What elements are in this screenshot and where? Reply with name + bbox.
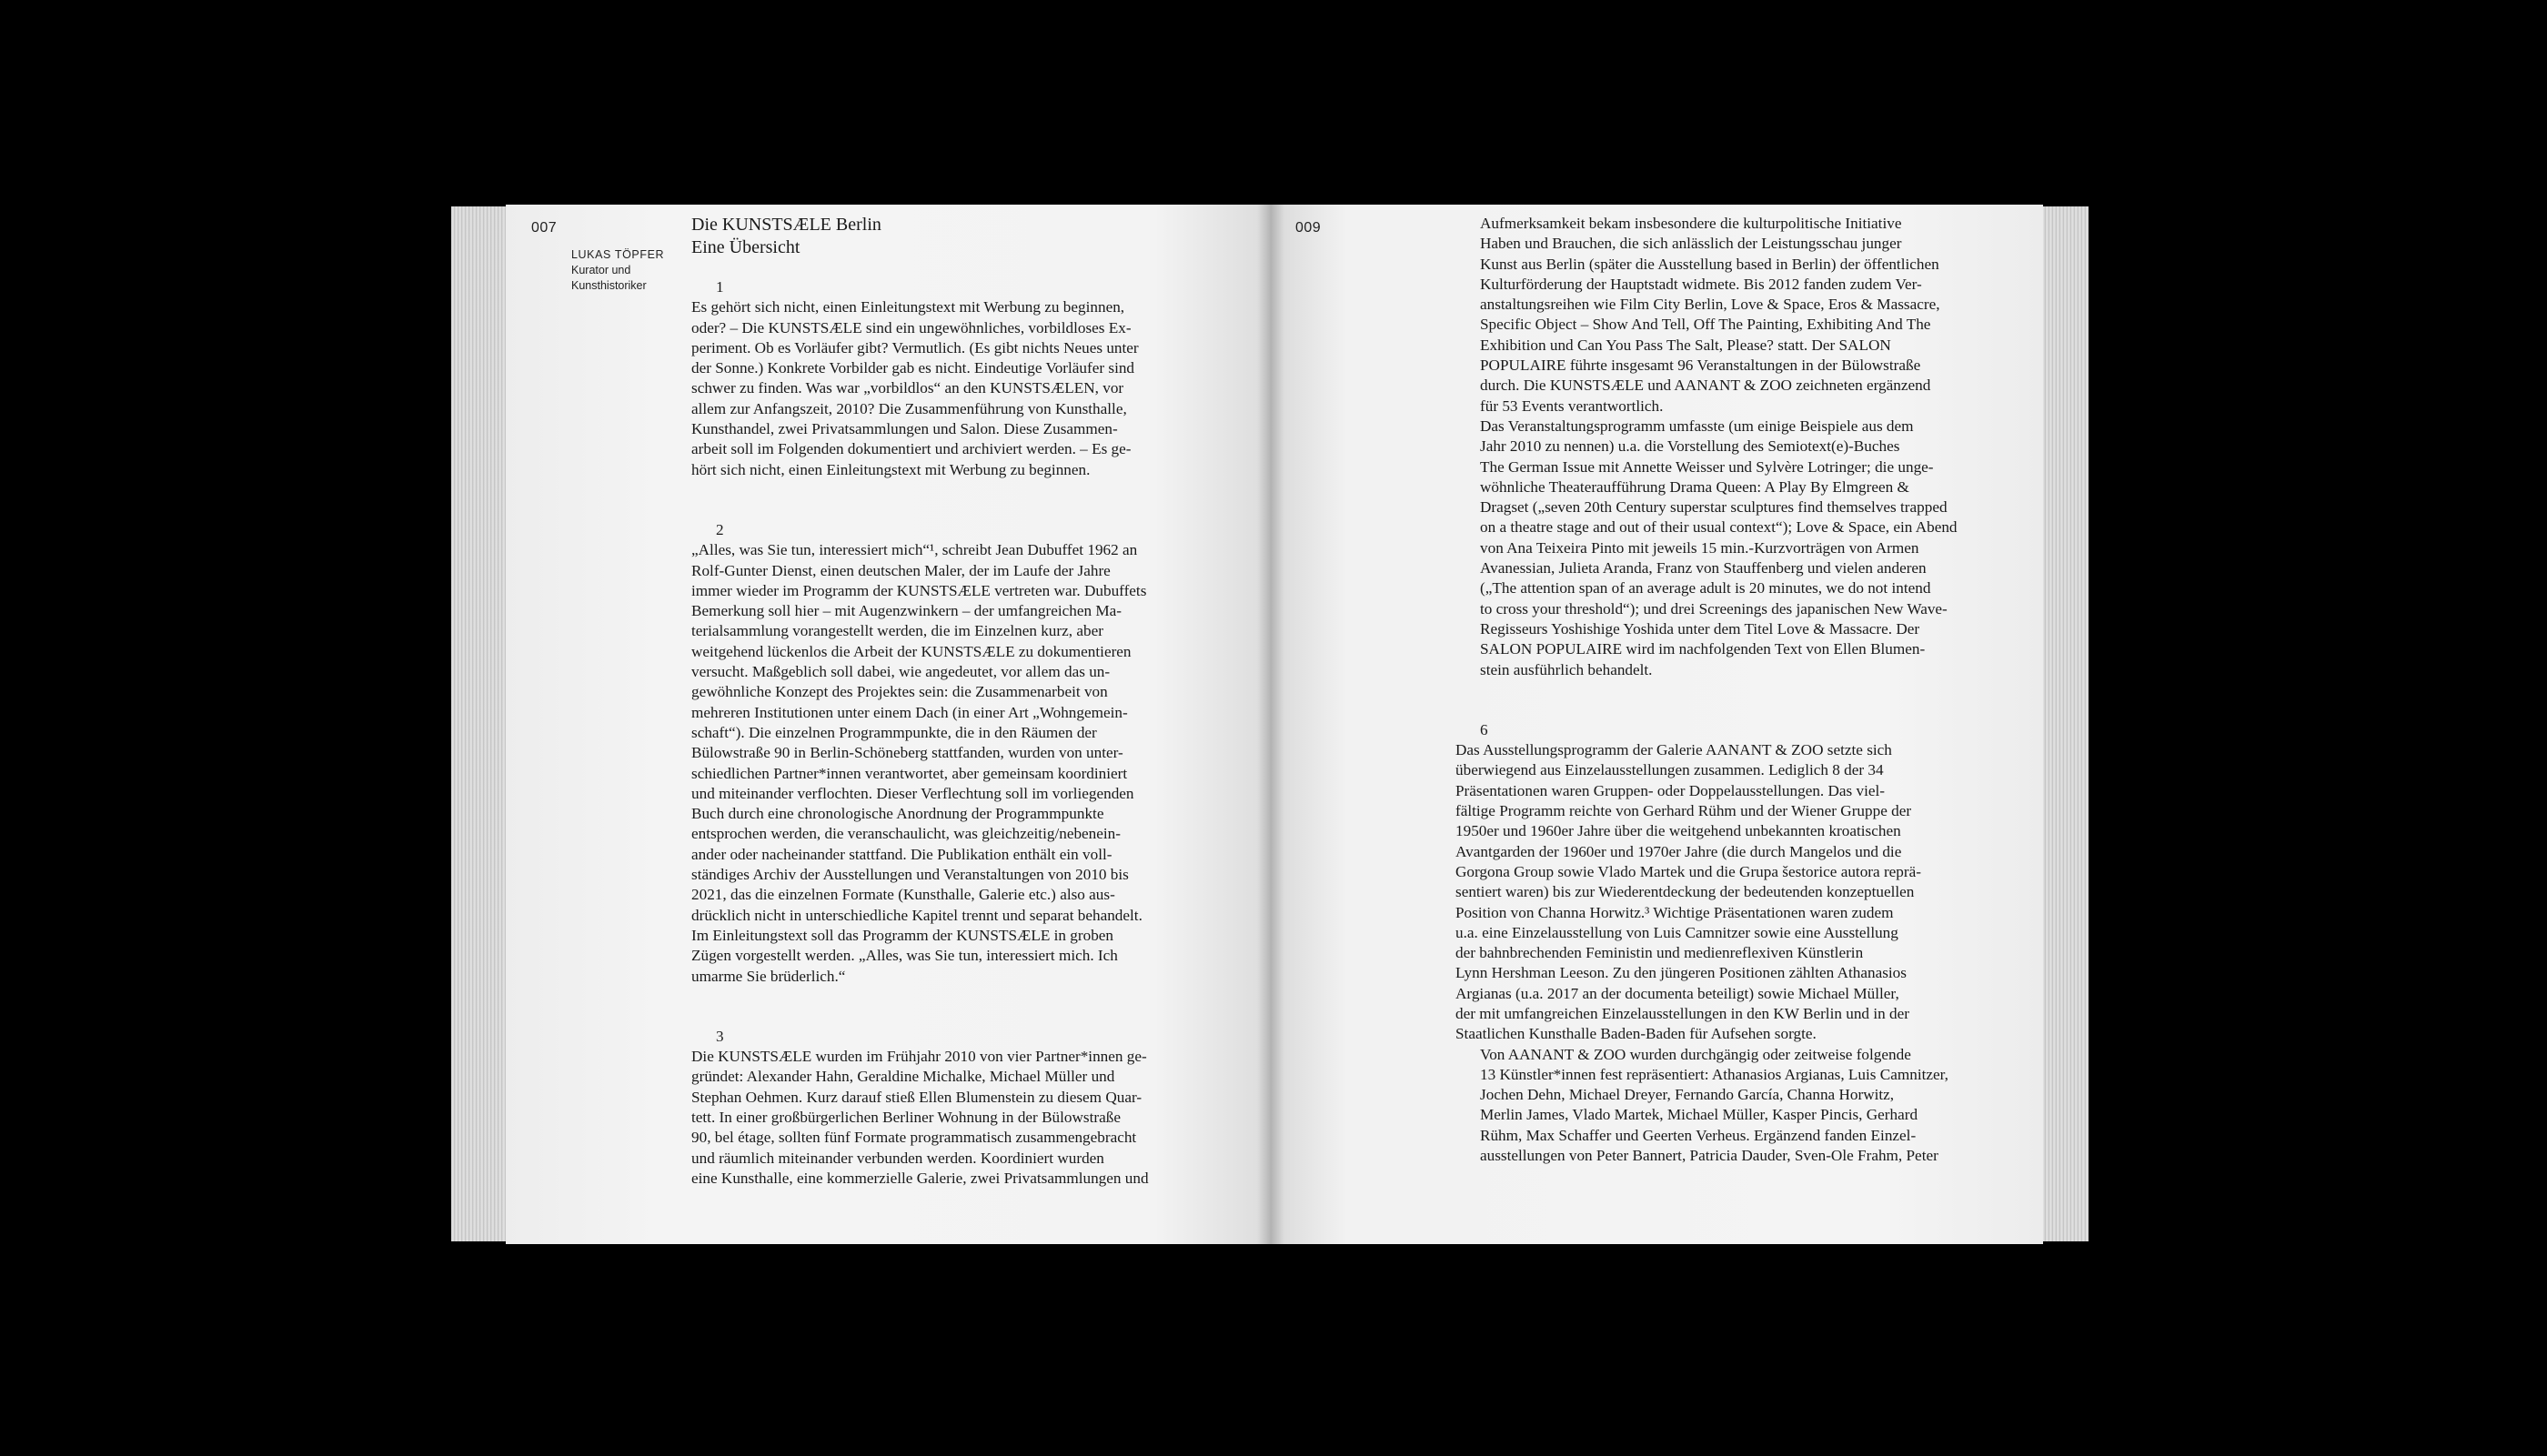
section-1 — [691, 277, 1243, 480]
text-line: Lynn Hershman Leeson. Zu den jüngeren Positionen zählten Athanasios — [1455, 964, 1907, 982]
text-line: wöhnliche Theateraufführung Drama Queen: A Play By Elmgreen & — [1480, 477, 1909, 496]
section-paragraph — [691, 297, 1243, 480]
author-name: LUKAS TÖPFER — [571, 248, 665, 261]
text-line: für 53 Events verantwortlich. — [1480, 397, 1664, 415]
text-line: ständiges Archiv der Ausstellungen und Veranstaltungen von 2010 bis — [691, 866, 1129, 884]
text-line: Buch durch eine chronologische Anordnung der Programmpunkte — [691, 805, 1104, 823]
text-line: hört sich nicht, einen Einleitungstext mit Werbung zu beginnen. — [691, 460, 1091, 478]
text-line: „Alles, was Sie tun, interessiert mich“¹, schreibt Jean Dubuffet 1962 an — [691, 541, 1138, 559]
text-line: 13 Künstler*innen fest repräsentiert: Athanasios Argianas, Luis Camnitzer, — [1480, 1065, 1948, 1083]
text-line: gründet: Alexander Hahn, Geraldine Michalke, Michael Müller und — [691, 1068, 1115, 1086]
left-sections — [691, 277, 1243, 1189]
text-line: terialsammlung vorangestellt werden, die im Einzelnen kurz, aber — [691, 622, 1103, 640]
text-line: Stephan Oehmen. Kurz darauf stieß Ellen Blumenstein zu diesem Quar- — [691, 1088, 1143, 1106]
text-line: to cross your threshold“); und drei Screenings des japanischen New Wave- — [1480, 599, 1948, 618]
text-line: drücklich nicht in unterschiedliche Kapitel trennt und separat behandelt. — [691, 906, 1143, 924]
text-line: 2021, das die einzelnen Formate (Kunsthalle, Galerie etc.) also aus- — [691, 886, 1115, 904]
text-line: weitgehend lückenlos die Arbeit der KUNSTSÆLE zu dokumentieren — [691, 642, 1132, 660]
author-credit — [571, 247, 699, 294]
text-line: von Ana Teixeira Pinto mit jeweils 15 min.-Kurzvorträgen von Armen — [1480, 538, 1919, 557]
text-line: („The attention span of an average adult is 20 minutes, we do not intend — [1480, 579, 1931, 597]
chapter-title-line2: Eine Übersicht — [691, 237, 800, 257]
text-line: ander oder nacheinander stattfand. Die Publikation enthält ein voll- — [691, 845, 1112, 863]
section-number-6: 6 — [1480, 720, 1488, 738]
text-line: arbeit soll im Folgenden dokumentiert und archiviert werden. – Es ge- — [691, 440, 1132, 458]
text-line: Bülowstraße 90 in Berlin-Schöneberg stattfanden, wurden von unter- — [691, 744, 1123, 762]
text-line: 1950er und 1960er Jahre über die weitgehend unbekannten kroatischen — [1455, 822, 1901, 840]
text-line: on a theatre stage and out of their usual context“); Love & Space, ein Abend — [1480, 518, 1958, 537]
text-line: und miteinander verflochten. Dieser Verflechtung soll im vorliegenden — [691, 784, 1134, 802]
text-line: SALON POPULAIRE wird im nachfolgenden Text von Ellen Blumen- — [1480, 640, 1926, 658]
text-line: Jochen Dehn, Michael Dreyer, Fernando García, Channa Horwitz, — [1480, 1086, 1895, 1104]
paragraph-artists — [1455, 1045, 2007, 1167]
text-line: Haben und Brauchen, die sich anlässlich der Leistungsschau junger — [1480, 235, 1902, 253]
text-line: 90, bel étage, sollten fünf Formate programmatisch zusammengebracht — [691, 1129, 1137, 1147]
text-line: durch. Die KUNSTSÆLE und AANANT & ZOO zeichneten ergänzend — [1480, 377, 1931, 395]
text-line: fältige Programm reichte von Gerhard Rühm und der Wiener Gruppe der — [1455, 802, 1912, 820]
text-line: immer wieder im Programm der KUNSTSÆLE vertreten war. Dubuffets — [691, 581, 1147, 599]
section-number: 1 — [716, 278, 724, 296]
text-line: Von AANANT & ZOO wurden durchgängig oder zeitweise folgende — [1480, 1045, 1911, 1063]
text-line: Bemerkung soll hier – mit Augenzwinkern – der umfangreichen Ma- — [691, 602, 1122, 620]
text-line: periment. Ob es Vorläufer gibt? Vermutlich. (Es gibt nichts Neues unter — [691, 338, 1139, 356]
text-line: ausstellungen von Peter Bannert, Patricia Dauder, Sven-Ole Frahm, Peter — [1480, 1147, 1938, 1165]
text-line: Position von Channa Horwitz.³ Wichtige Präsentationen waren zudem — [1455, 903, 1894, 921]
text-line: Die KUNSTSÆLE wurden im Frühjahr 2010 von vier Partner*innen ge- — [691, 1048, 1147, 1066]
author-role-line2: Kunsthistoriker — [571, 279, 647, 292]
chapter-title — [691, 214, 1243, 259]
section-paragraph — [691, 540, 1243, 987]
text-line: Rühm, Max Schaffer und Geerten Verheus. Ergänzend fanden Einzel- — [1480, 1126, 1917, 1144]
book-gutter — [1257, 205, 1284, 1244]
text-line: Staatlichen Kunsthalle Baden-Baden für Aufsehen sorgte. — [1455, 1025, 1817, 1043]
text-line: entsprochen werden, die veranschaulicht, was gleichzeitig/nebenein- — [691, 825, 1121, 843]
text-line: Es gehört sich nicht, einen Einleitungstext mit Werbung zu beginnen, — [691, 298, 1125, 316]
text-line: der bahnbrechenden Feministin und medienreflexiven Künstlerin — [1455, 944, 1864, 962]
text-line: Kunst aus Berlin (später die Ausstellung based in Berlin) der öffentlichen — [1480, 255, 1939, 273]
text-line: der Sonne.) Konkrete Vorbilder gab es nicht. Eindeutige Vorläufer sind — [691, 359, 1135, 377]
text-line: schaft“). Die einzelnen Programmpunkte, die in den Räumen der — [691, 723, 1097, 741]
text-line: der mit umfangreichen Einzelausstellungen in den KW Berlin und in der — [1455, 1004, 1909, 1022]
text-line: schwer zu finden. Was war „vorbildlos“ an den KUNSTSÆLEN, vor — [691, 379, 1124, 397]
page-number-left: 007 — [531, 220, 558, 236]
text-line: gewöhnliche Konzept des Projektes sein: die Zusammenarbeit von — [691, 683, 1108, 701]
text-line: tett. In einer großbürgerlichen Berliner Wohnung in der Bülowstraße — [691, 1108, 1121, 1126]
text-line: Avanessian, Julieta Aranda, Franz von Stauffenberg und vielen anderen — [1480, 559, 1927, 577]
text-line: eine Kunsthalle, eine kommerzielle Galerie, zwei Privatsammlungen und — [691, 1169, 1149, 1187]
left-text-column — [691, 214, 1243, 1229]
text-line: mehreren Institutionen unter einem Dach (in einer Art „Wohngemein- — [691, 703, 1128, 721]
right-text-column — [1455, 214, 2007, 1166]
text-line: Avantgarden der 1960er und 1970er Jahre (die durch Mangelos und die — [1455, 842, 1902, 860]
text-line: schiedlichen Partner*innen verantwortet, aber gemeinsam koordiniert — [691, 764, 1128, 782]
text-line: Gorgona Group sowie Vlado Martek und die Grupa šestorice autora reprä- — [1455, 862, 1921, 880]
text-line: Im Einleitungstext soll das Programm der KUNSTSÆLE in groben — [691, 926, 1114, 944]
text-line: stein ausführlich behandelt. — [1480, 660, 1653, 678]
text-line: Regisseurs Yoshishige Yoshida unter dem Titel Love & Massacre. Der — [1480, 619, 1920, 638]
text-line: Präsentationen waren Gruppen- oder Doppelausstellungen. Das viel- — [1455, 781, 1886, 799]
section-paragraph — [691, 1047, 1243, 1189]
text-line: Zügen vorgestellt werden. „Alles, was Sie tun, interessiert mich. Ich — [691, 947, 1118, 965]
text-line: versucht. Maßgeblich soll dabei, wie angedeutet, vor allem das un- — [691, 663, 1111, 681]
text-line: Das Veranstaltungsprogramm umfasste (um einige Beispiele aus dem — [1480, 417, 1914, 435]
text-line: Argianas (u.a. 2017 an der documenta beteiligt) sowie Michael Müller, — [1455, 984, 1899, 1002]
text-line: Rolf-Gunter Dienst, einen deutschen Maler, der im Laufe der Jahre — [691, 561, 1111, 579]
paragraph-exhibitions — [1455, 740, 2007, 1044]
section-number: 3 — [716, 1027, 724, 1045]
right-page — [1270, 205, 2043, 1244]
page-edges-right — [2038, 206, 2089, 1241]
section-3 — [691, 1027, 1243, 1189]
text-line: und räumlich miteinander verbunden werden. Koordiniert wurden — [691, 1149, 1104, 1167]
text-line: Aufmerksamkeit bekam insbesondere die kulturpolitische Initiative — [1480, 215, 1902, 232]
page-number-right: 009 — [1295, 220, 1322, 236]
text-line: u.a. eine Einzelausstellung von Luis Camnitzer sowie eine Ausstellung — [1455, 923, 1898, 941]
text-line: Kulturförderung der Hauptstadt widmete. Bis 2012 fanden zudem Ver- — [1480, 275, 1922, 293]
text-line: Jahr 2010 zu nennen) u.a. die Vorstellung des Semiotext(e)-Buches — [1480, 437, 1900, 456]
text-line: Dragset („seven 20th Century superstar sculptures find themselves trapped — [1480, 498, 1948, 517]
text-line: oder? – Die KUNSTSÆLE sind ein ungewöhnliches, vorbildloses Ex- — [691, 318, 1132, 336]
paragraph-events — [1455, 417, 2007, 680]
text-line: umarme Sie brüderlich.“ — [691, 967, 846, 985]
page-edges-left — [451, 206, 511, 1241]
text-line: Exhibition und Can You Pass The Salt, Please? statt. Der SALON — [1480, 336, 1891, 354]
text-line: allem zur Anfangszeit, 2010? Die Zusammenführung von Kunsthalle, — [691, 399, 1127, 417]
text-line: Merlin James, Vlado Martek, Michael Müller, Kasper Pincis, Gerhard — [1480, 1106, 1918, 1124]
chapter-title-line1: Die KUNSTSÆLE Berlin — [691, 215, 881, 235]
author-role-line1: Kurator und — [571, 264, 631, 276]
text-line: überwiegend aus Einzelausstellungen zusammen. Lediglich 8 der 34 — [1455, 761, 1884, 779]
text-line: POPULAIRE führte insgesamt 96 Veranstaltungen in der Bülowstraße — [1480, 356, 1921, 375]
section-number: 2 — [716, 520, 724, 538]
text-line: Specific Object – Show And Tell, Off The Painting, Exhibiting And The — [1480, 316, 1931, 334]
text-line: The German Issue mit Annette Weisser und Sylvère Lotringer; die unge- — [1480, 457, 1934, 476]
text-line: Kunsthandel, zwei Privatsammlungen und Salon. Diese Zusammen- — [691, 420, 1118, 438]
text-line: sentiert waren) bis zur Wiederentdeckung der bedeutenden konzeptuellen — [1455, 883, 1915, 901]
paragraph-initiative — [1455, 214, 2007, 417]
text-line: anstaltungsreihen wie Film City Berlin, Love & Space, Eros & Massacre, — [1480, 296, 1940, 314]
left-page — [506, 205, 1270, 1244]
section-2 — [691, 520, 1243, 987]
text-line: Das Ausstellungsprogramm der Galerie AANANT & ZOO setzte sich — [1455, 741, 1892, 759]
